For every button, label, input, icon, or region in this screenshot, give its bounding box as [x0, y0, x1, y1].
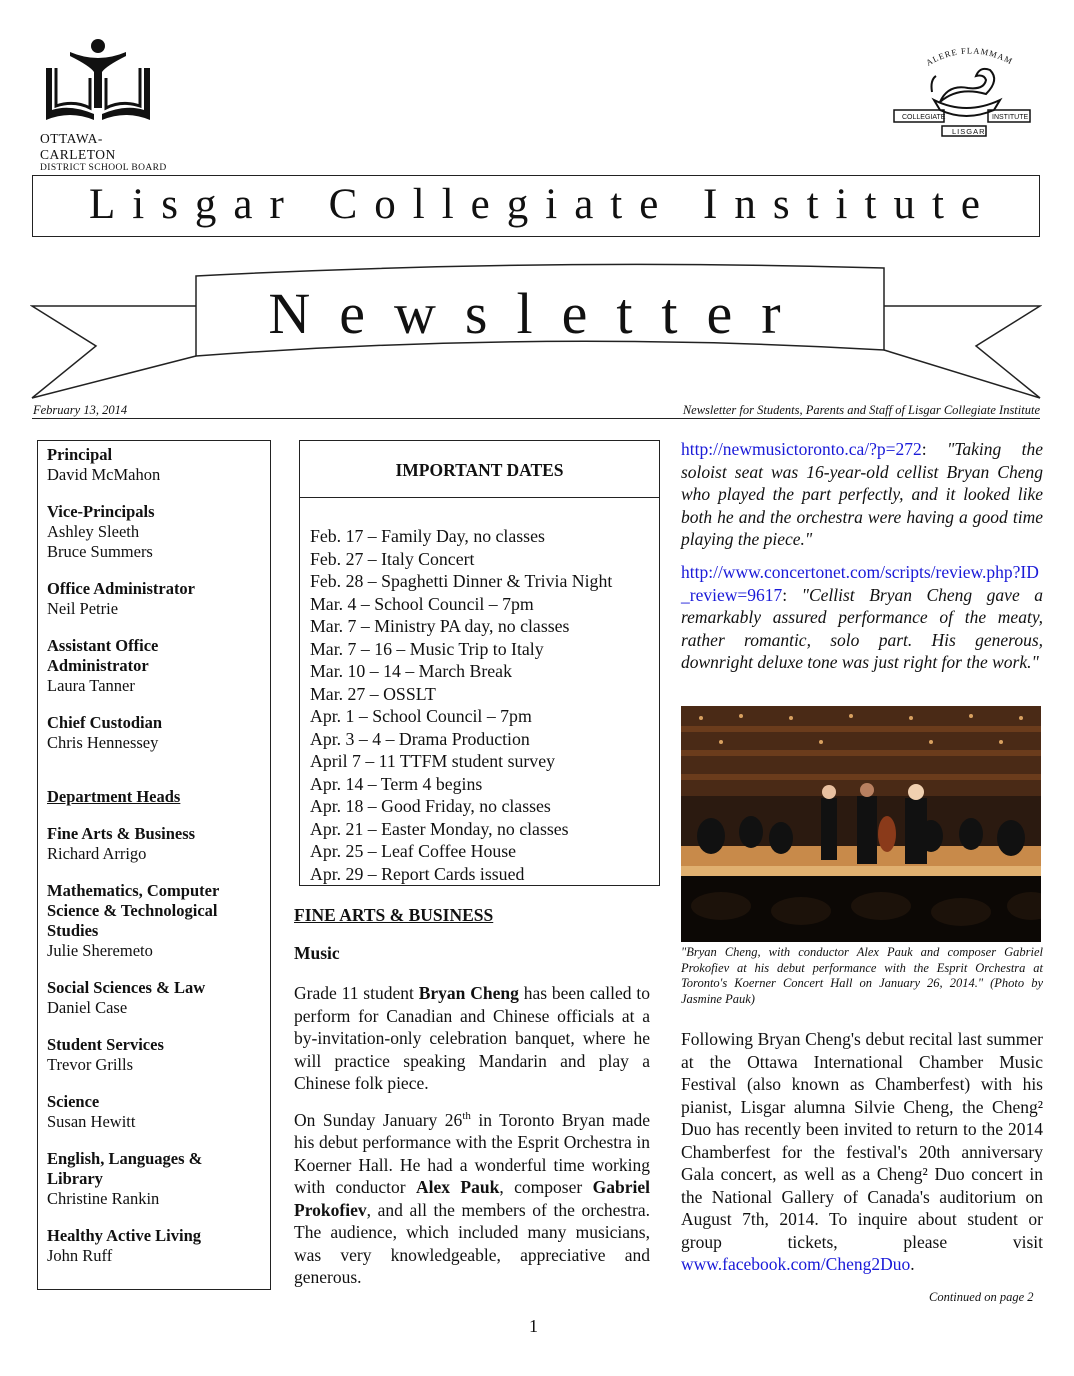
crest-right-ribbon: INSTITUTE: [992, 114, 1029, 121]
department-head: Julie Sheremeto: [47, 941, 153, 960]
date-item: Mar. 10 – 14 – March Break: [310, 661, 512, 681]
date-item: Apr. 3 – 4 – Drama Production: [310, 728, 530, 749]
staff-names: Laura Tanner: [47, 676, 135, 695]
text-run: has been called to perform for Canadian and Chinese officials at a by-invitation-only celebration banquet, where he will practice speaking Mandarin and play a Chinese folk piece.: [294, 983, 650, 1093]
text-run: :: [782, 584, 802, 605]
facebook-link[interactable]: www.facebook.com/Cheng2Duo: [681, 1254, 911, 1274]
date-item: April 7 – 11 TTFM student survey: [310, 751, 555, 771]
department-group: [47, 881, 270, 961]
department-title: Social Sciences & Law: [47, 978, 206, 997]
date-item: Feb. 28 – Spaghetti Dinner & Trivia Night: [310, 571, 613, 591]
article-paragraph: [294, 1105, 650, 1289]
date-item: Apr. 14 – Term 4 begins: [310, 773, 483, 794]
crest-bottom-ribbon: LISGAR: [952, 127, 986, 136]
date-item: Mar. 4 – School Council – 7pm: [310, 593, 534, 614]
svg-text:ALERE FLAMMAM: [924, 45, 1015, 67]
department-group: [47, 824, 270, 864]
department-group: [47, 1092, 270, 1132]
text-run: .: [910, 1254, 915, 1274]
board-logo: [40, 38, 170, 173]
date-item: Apr. 1 – School Council – 7pm: [310, 706, 532, 726]
book-person-icon: [40, 38, 160, 124]
section-heading: FINE ARTS & BUSINESS: [294, 905, 494, 925]
crest-left-ribbon: COLLEGIATE: [902, 114, 946, 121]
department-group: [47, 1149, 270, 1209]
staff-names: Ashley Sleeth Bruce Summers: [47, 522, 153, 561]
text-run: in Toronto Bryan made his debut performance with the Esprit Orchestra in Koerner Hall. He had a wonderful time working with conductor: [294, 1109, 650, 1198]
department-head: Richard Arrigo: [47, 844, 147, 863]
department-group: [47, 1035, 270, 1075]
department-group: [47, 1226, 270, 1266]
date-item: Feb. 17 – Family Day, no classes: [310, 526, 545, 546]
text-run: , composer: [499, 1177, 593, 1198]
date-item: Mar. 7 – 16 – Music Trip to Italy: [310, 638, 544, 659]
staff-names: Neil Petrie: [47, 599, 119, 618]
text-run: Grade 11 student: [294, 983, 419, 1003]
issue-tagline: Newsletter for Students, Parents and Staff of Lisgar Collegiate Institute: [682, 403, 1040, 417]
text-run: , and all the members of the orchestra. The audience, which included many musicians, was very knowledgeable, appreciative and generous.: [294, 1199, 650, 1288]
photo-caption: "Bryan Cheng, with conductor Alex Pauk and composer Gabriel Prokofiev at his debut performance with the Esprit Orchestra at Toronto's Koerner Concert Hall on January 26, 2014." (Photo by Jasmine Pauk): [681, 945, 1043, 1006]
date-item: Apr. 21 – Easter Monday, no classes: [310, 818, 569, 839]
board-name-line2: DISTRICT SCHOOL BOARD: [40, 163, 167, 173]
continued-note: Continued on page 2: [929, 1290, 1034, 1304]
department-group: [47, 978, 270, 1018]
staff-group: [47, 636, 270, 696]
staff-directory: [37, 440, 271, 1290]
page-number: 1: [529, 1316, 538, 1336]
date-item: Apr. 29 – Report Cards issued: [310, 863, 525, 884]
text-run: On Sunday January 26: [294, 1109, 463, 1130]
text-run: Following Bryan Cheng's debut recital last summer at the Ottawa International Chamber Music Festival (also known as Chamberfest) with his pianist, Lisgar alumna Silvie Cheng, the Cheng² Duo has recently been invited to return to the 2014 Chamberfest for the festival's 20th anniversary Gala concert, as well as a Cheng² Duo concert in the National Gallery of Canada's auditorium on August 7th, 2014. To inquire about student or group tickets, please visit: [681, 1029, 1043, 1252]
important-dates-list: [299, 498, 660, 886]
review-quote: "Cellist Bryan Cheng gave a remarkably assured performance of the meaty, rather romantic, solo part. His generous, downright deluxe tone was just right for the work.": [681, 584, 1043, 672]
staff-title: Office Administrator: [47, 579, 196, 598]
review-quote: "Taking the soloist seat was 16-year-old cellist Bryan Cheng who played the part perfectly, and it looked like both he and the orchestra were having a good time playing the piece.": [681, 439, 1043, 549]
staff-group: [47, 713, 270, 753]
staff-title: Assistant Office Administrator: [47, 636, 159, 675]
text-run: :: [921, 439, 947, 459]
concert-photo: [681, 706, 1041, 942]
department-title: Student Services: [47, 1035, 164, 1054]
staff-names: Chris Hennessey: [47, 733, 159, 752]
article-paragraph: [681, 1028, 1043, 1276]
department-head: John Ruff: [47, 1246, 113, 1265]
department-head: Susan Hewitt: [47, 1112, 136, 1131]
important-dates-heading: IMPORTANT DATES: [299, 440, 660, 498]
department-title: English, Languages & Library: [47, 1149, 203, 1188]
crest-motto: ALERE FLAMMAM: [924, 45, 1015, 68]
staff-group: [47, 579, 270, 619]
staff-title: Chief Custodian: [47, 713, 163, 732]
staff-title: Vice-Principals: [47, 502, 155, 521]
staff-group: [47, 502, 270, 562]
ordinal-suffix: th: [462, 1110, 471, 1122]
date-item: Apr. 18 – Good Friday, no classes: [310, 796, 551, 816]
masthead-title-box: [32, 175, 1040, 237]
department-title: Healthy Active Living: [47, 1226, 201, 1245]
staff-group: [47, 445, 270, 485]
subsection-heading: Music: [294, 943, 340, 963]
date-item: Apr. 25 – Leaf Coffee House: [310, 841, 517, 861]
review-link[interactable]: http://newmusictoronto.ca/?p=272: [681, 439, 922, 459]
conductor-name: Alex Pauk: [415, 1177, 500, 1198]
staff-names: David McMahon: [47, 465, 161, 484]
article-paragraph: [294, 982, 650, 1095]
department-title: Fine Arts & Business: [47, 824, 196, 843]
department-head: Christine Rankin: [47, 1189, 160, 1208]
date-item: Mar. 7 – Ministry PA day, no classes: [310, 616, 570, 636]
department-title: Mathematics, Computer Science & Technological Studies: [47, 881, 219, 940]
department-head: Trevor Grills: [47, 1055, 134, 1074]
student-name: Bryan Cheng: [418, 983, 519, 1003]
department-title: Science: [47, 1092, 100, 1111]
department-heads-label: Department Heads: [47, 787, 181, 806]
date-item: Mar. 27 – OSSLT: [310, 683, 436, 704]
board-name-line1: OTTAWA-CARLETON: [40, 131, 116, 162]
date-item: Feb. 27 – Italy Concert: [310, 548, 475, 569]
newsletter-banner-title: Newsletter: [268, 281, 810, 346]
department-head: Daniel Case: [47, 998, 128, 1017]
review-link[interactable]: http://www.concertonet.com/scripts/review.php?ID_review=9617: [681, 562, 1039, 605]
staff-title: Principal: [47, 445, 113, 464]
review-paragraph: [681, 438, 1043, 551]
masthead-title: Lisgar Collegiate Institute: [88, 181, 997, 228]
issue-date: February 13, 2014: [33, 403, 128, 417]
lisgar-crest-icon: [888, 36, 1038, 146]
review-paragraph: [681, 561, 1043, 674]
composer-name: Gabriel Prokofiev: [294, 1177, 650, 1220]
